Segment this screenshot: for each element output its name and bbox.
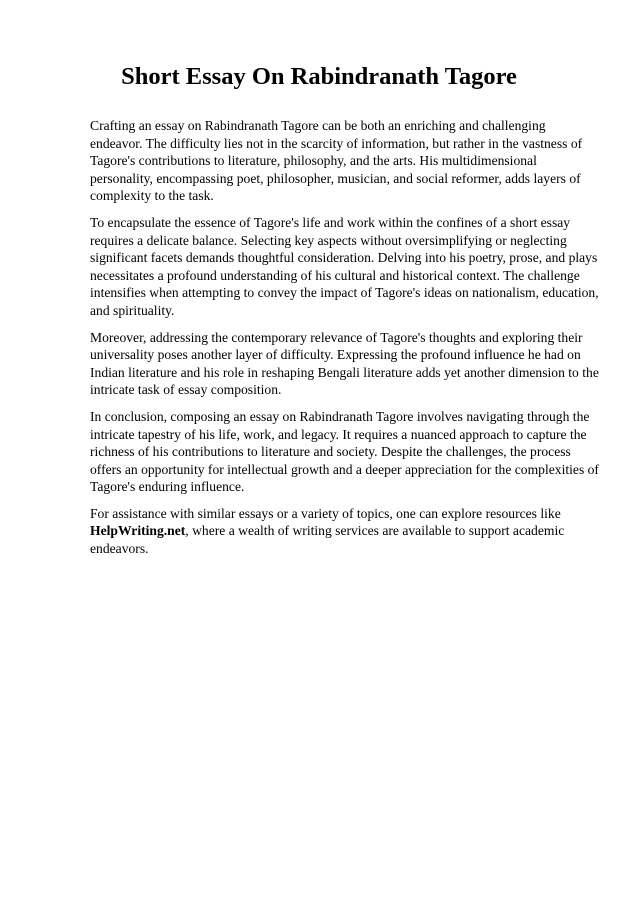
helpwriting-link[interactable]: HelpWriting.net	[90, 523, 186, 539]
closing-text-after: , where a wealth of writing services are available to support academic endeavors.	[90, 523, 565, 557]
paragraph-closing	[90, 505, 600, 558]
paragraph-2: To encapsulate the essence of Tagore's life and work within the confines of a short essay requires a delicate balance. Selecting key aspects without oversimplifying or neglecting significant facets demands thoughtful consideration. Delving into his poetry, prose, and plays necessitates a profound understanding of his cultural and historical context. The challenge intensifies when attempting to convey the impact of Tagore's ideas on nationalism, education, and spirituality.	[90, 214, 599, 318]
essay-body	[90, 117, 600, 567]
paragraph-3: Moreover, addressing the contemporary relevance of Tagore's thoughts and exploring their universality poses another layer of difficulty. Expressing the profound influence he had on Indian literature and his role in reshaping Bengali literature adds yet another dimension to the intricate task of essay composition.	[90, 329, 599, 398]
paragraph-1: Crafting an essay on Rabindranath Tagore can be both an enriching and challenging endeavor. The difficulty lies not in the scarcity of information, but rather in the vastness of Tagore's contributions to literature, philosophy, and the arts. His multidimensional personality, encompassing poet, philosopher, musician, and social reformer, adds layers of complexity to the task.	[90, 118, 583, 204]
paragraph-4: In conclusion, composing an essay on Rabindranath Tagore involves navigating through the intricate tapestry of his life, work, and legacy. It requires a nuanced approach to capture the richness of his contributions to literature and society. Despite the challenges, the process offers an opportunity for intellectual growth and a deeper appreciation for the complexities of Tagore's enduring influence.	[90, 408, 599, 495]
closing-text-before: For assistance with similar essays or a variety of topics, one can explore resources like	[90, 505, 561, 521]
page-title: Short Essay On Rabindranath Tagore	[121, 63, 517, 90]
